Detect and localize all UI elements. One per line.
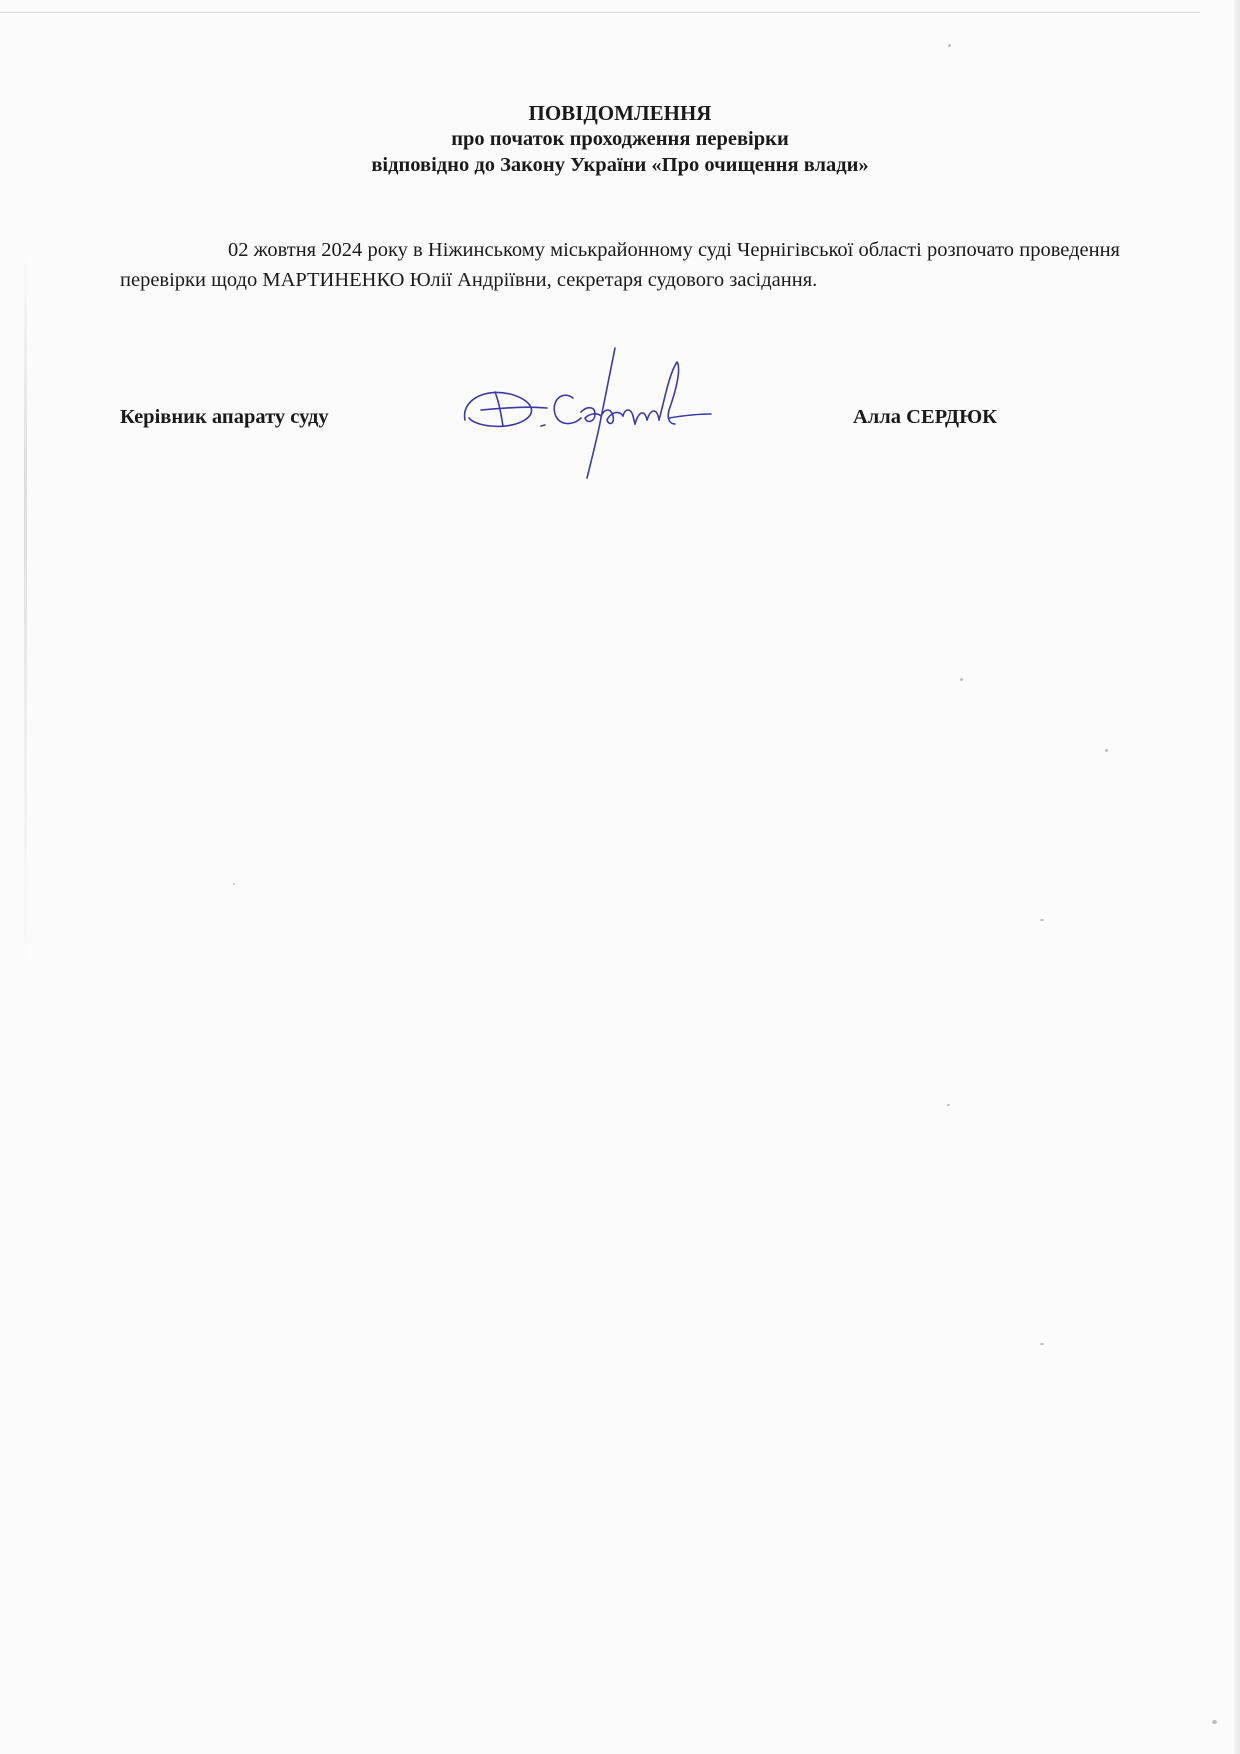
scan-speck [233,883,235,885]
scan-left-shadow [24,250,27,970]
document-subtitle-line-2: відповідно до Закону України «Про очищення влади» [371,154,869,176]
scan-top-edge [0,12,1200,13]
scan-speck [1040,1343,1044,1345]
document-header [0,100,1240,178]
handwritten-signature [455,328,725,488]
scan-speck [1105,749,1108,752]
scan-speck [948,44,951,47]
scan-speck [1212,1720,1217,1724]
document-title: ПОВІДОМЛЕННЯ [528,101,712,125]
signatory-name: Алла СЕРДЮК [853,406,998,428]
scan-speck [947,1104,950,1106]
scan-speck [1040,919,1044,921]
document-body-paragraph: 02 жовтня 2024 року в Ніжинському міськрайонному суді Чернігівської області розпочато проведення перевірки щодо МАРТИНЕНКО Юлії Андріївни, секретаря судового засідання. [120,239,1120,291]
scan-speck [960,678,963,681]
signatory-position: Керівник апарату суду [120,406,329,428]
scan-right-edge [1234,0,1240,1754]
document-subtitle-line-1: про початок проходження перевірки [451,128,789,150]
